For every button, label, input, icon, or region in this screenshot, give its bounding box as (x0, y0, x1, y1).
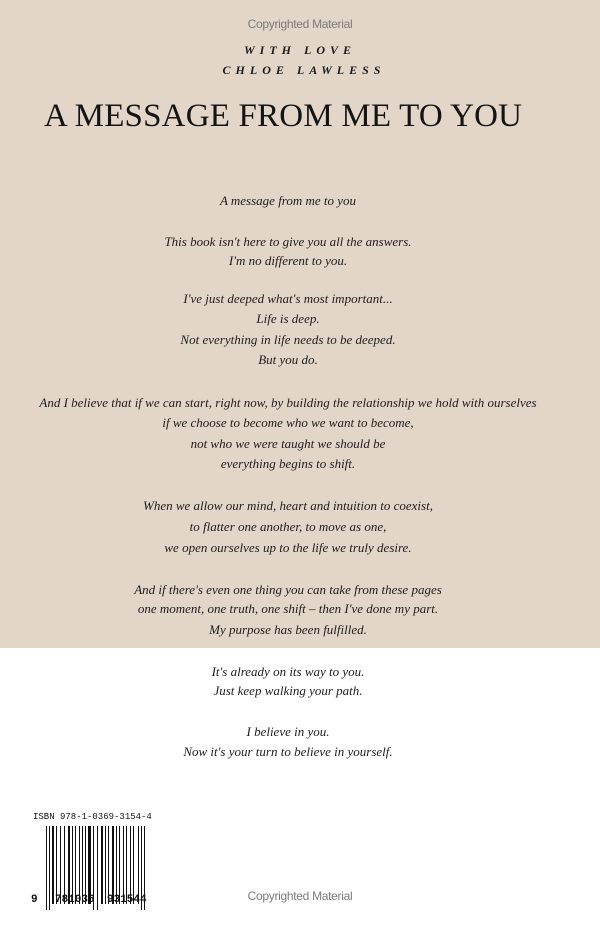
barcode-digit-lead: 9 (31, 894, 38, 906)
isbn-label: ISBN 978-1-0369-3154-4 (33, 812, 152, 822)
body-line: When we allow our mind, heart and intuition to coexist, (143, 498, 433, 513)
body-line: to flatter one another, to move as one, (189, 519, 387, 534)
body-line: Just keep walking your path. (213, 683, 363, 698)
book-title: A MESSAGE FROM ME TO YOU (44, 98, 523, 134)
body-line: I believe in you. (246, 724, 330, 739)
body-line: My purpose has been fulfilled. (209, 622, 367, 637)
body-line: I'm no different to you. (228, 253, 348, 268)
copyright-watermark-bottom: Copyrighted Material (247, 889, 353, 903)
body-line: And I believe that if we can start, right now, by building the relationship we hold with ourselves (39, 395, 537, 410)
series-label: WITH LOVE (243, 43, 356, 57)
barcode-digits-left: 781036 (55, 894, 95, 906)
body-line: Not everything in life needs to be deeped. (180, 332, 396, 347)
body-line: not who we were taught we should be (190, 436, 386, 451)
body-line: This book isn't here to give you all the answers. (164, 234, 412, 249)
barcode-digits-right: 931544 (107, 894, 147, 906)
body-line: I've just deeped what's most important... (183, 291, 393, 306)
body-line: we open ourselves up to the life we truly desire. (164, 540, 412, 555)
body-line: one moment, one truth, one shift – then I've done my part. (137, 601, 439, 616)
body-line: everything begins to shift. (220, 456, 356, 471)
body-line: And if there's even one thing you can take from these pages (134, 582, 442, 597)
copyright-watermark-top: Copyrighted Material (247, 17, 353, 31)
body-line: A message from me to you (219, 193, 357, 208)
body-line: Life is deep. (256, 311, 320, 326)
body-line: But you do. (258, 352, 318, 367)
body-line: if we choose to become who we want to become, (162, 415, 414, 430)
body-line: Now it's your turn to believe in yourself. (183, 744, 393, 759)
body-line: It's already on its way to you. (211, 664, 365, 679)
author-name: CHLOE LAWLESS (222, 63, 386, 77)
